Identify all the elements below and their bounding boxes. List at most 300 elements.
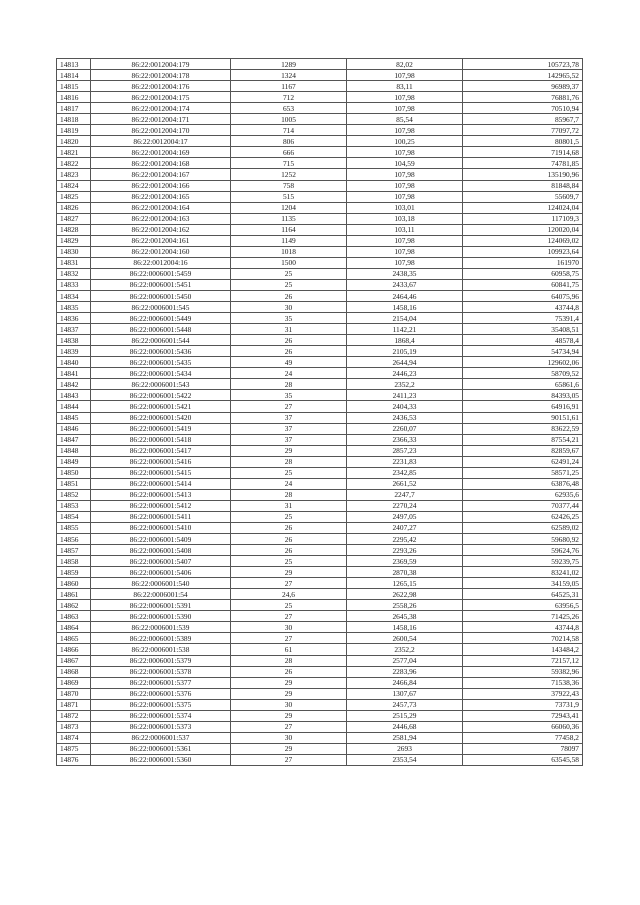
table-row — [57, 224, 583, 235]
cadastral-number-cell: 86:22:0006001:539 — [91, 622, 231, 633]
row-number-cell: 14839 — [57, 346, 91, 357]
table-row — [57, 600, 583, 611]
specific-value-cell: 107,98 — [347, 169, 463, 180]
table-row — [57, 434, 583, 445]
table-row — [57, 81, 583, 92]
area-cell: 515 — [231, 191, 347, 202]
cadastral-value-cell: 75391,4 — [463, 313, 583, 324]
table-row — [57, 699, 583, 710]
table-row — [57, 324, 583, 335]
specific-value-cell: 100,25 — [347, 136, 463, 147]
area-cell: 61 — [231, 644, 347, 655]
specific-value-cell: 2352,2 — [347, 379, 463, 390]
row-number-cell: 14855 — [57, 522, 91, 533]
cadastral-number-cell: 86:22:0006001:5377 — [91, 677, 231, 688]
cadastral-number-cell: 86:22:0012004:17 — [91, 136, 231, 147]
cadastral-value-cell: 63545,58 — [463, 754, 583, 765]
row-number-cell: 14876 — [57, 754, 91, 765]
specific-value-cell: 107,98 — [347, 257, 463, 268]
cadastral-number-cell: 86:22:0006001:5451 — [91, 279, 231, 290]
area-cell: 28 — [231, 379, 347, 390]
specific-value-cell: 107,98 — [347, 92, 463, 103]
row-number-cell: 14847 — [57, 434, 91, 445]
row-number-cell: 14868 — [57, 666, 91, 677]
specific-value-cell: 2622,98 — [347, 589, 463, 600]
table-row — [57, 456, 583, 467]
cadastral-number-cell: 86:22:0006001:5410 — [91, 522, 231, 533]
cadastral-number-cell: 86:22:0012004:162 — [91, 224, 231, 235]
table-row — [57, 500, 583, 511]
cadastral-number-cell: 86:22:0006001:5378 — [91, 666, 231, 677]
cadastral-value-cell: 65861,6 — [463, 379, 583, 390]
cadastral-number-cell: 86:22:0012004:167 — [91, 169, 231, 180]
table-row — [57, 622, 583, 633]
table-row — [57, 368, 583, 379]
specific-value-cell: 104,59 — [347, 158, 463, 169]
row-number-cell: 14828 — [57, 224, 91, 235]
row-number-cell: 14862 — [57, 600, 91, 611]
cadastral-number-cell: 86:22:0006001:5448 — [91, 324, 231, 335]
cadastral-number-cell: 86:22:0012004:160 — [91, 246, 231, 257]
cadastral-number-cell: 86:22:0012004:169 — [91, 147, 231, 158]
table-row — [57, 401, 583, 412]
table-row — [57, 169, 583, 180]
table-row — [57, 213, 583, 224]
row-number-cell: 14841 — [57, 368, 91, 379]
cadastral-number-cell: 86:22:0006001:5415 — [91, 467, 231, 478]
table-row — [57, 522, 583, 533]
specific-value-cell: 2353,54 — [347, 754, 463, 765]
cadastral-value-cell: 58709,52 — [463, 368, 583, 379]
table-row — [57, 114, 583, 125]
specific-value-cell: 2366,33 — [347, 434, 463, 445]
cadastral-number-cell: 86:22:0006001:5376 — [91, 688, 231, 699]
area-cell: 27 — [231, 633, 347, 644]
specific-value-cell: 2446,23 — [347, 368, 463, 379]
table-row — [57, 235, 583, 246]
row-number-cell: 14844 — [57, 401, 91, 412]
cadastral-number-cell: 86:22:0012004:163 — [91, 213, 231, 224]
area-cell: 27 — [231, 754, 347, 765]
row-number-cell: 14836 — [57, 313, 91, 324]
cadastral-value-cell: 58571,25 — [463, 467, 583, 478]
cadastral-number-cell: 86:22:0006001:5409 — [91, 534, 231, 545]
table-row — [57, 147, 583, 158]
cadastral-value-cell: 72157,12 — [463, 655, 583, 666]
table-row — [57, 578, 583, 589]
cadastral-value-cell: 80801,5 — [463, 136, 583, 147]
specific-value-cell: 2231,83 — [347, 456, 463, 467]
cadastral-value-cell: 64525,31 — [463, 589, 583, 600]
table-row — [57, 379, 583, 390]
table-row — [57, 677, 583, 688]
row-number-cell: 14835 — [57, 302, 91, 313]
specific-value-cell: 2857,23 — [347, 445, 463, 456]
row-number-cell: 14858 — [57, 556, 91, 567]
table-row — [57, 136, 583, 147]
table-row — [57, 666, 583, 677]
table-row — [57, 412, 583, 423]
row-number-cell: 14814 — [57, 70, 91, 81]
cadastral-value-cell: 64916,91 — [463, 401, 583, 412]
table-row — [57, 290, 583, 301]
table-row — [57, 467, 583, 478]
row-number-cell: 14872 — [57, 710, 91, 721]
cadastral-number-cell: 86:22:0006001:5408 — [91, 545, 231, 556]
row-number-cell: 14859 — [57, 567, 91, 578]
table-row — [57, 302, 583, 313]
table-row — [57, 589, 583, 600]
area-cell: 712 — [231, 92, 347, 103]
cadastral-number-cell: 86:22:0012004:174 — [91, 103, 231, 114]
area-cell: 1135 — [231, 213, 347, 224]
area-cell: 37 — [231, 434, 347, 445]
area-cell: 758 — [231, 180, 347, 191]
specific-value-cell: 2342,85 — [347, 467, 463, 478]
specific-value-cell: 1868,4 — [347, 335, 463, 346]
area-cell: 26 — [231, 534, 347, 545]
cadastral-number-cell: 86:22:0006001:5407 — [91, 556, 231, 567]
area-cell: 25 — [231, 600, 347, 611]
specific-value-cell: 2661,52 — [347, 478, 463, 489]
cadastral-value-cell: 72943,41 — [463, 710, 583, 721]
cadastral-number-cell: 86:22:0006001:5411 — [91, 511, 231, 522]
specific-value-cell: 2446,68 — [347, 721, 463, 732]
specific-value-cell: 103,18 — [347, 213, 463, 224]
row-number-cell: 14830 — [57, 246, 91, 257]
table-row — [57, 567, 583, 578]
specific-value-cell: 2293,26 — [347, 545, 463, 556]
cadastral-value-cell: 59382,96 — [463, 666, 583, 677]
area-cell: 35 — [231, 390, 347, 401]
cadastral-value-cell: 83241,02 — [463, 567, 583, 578]
area-cell: 29 — [231, 710, 347, 721]
area-cell: 1252 — [231, 169, 347, 180]
area-cell: 653 — [231, 103, 347, 114]
table-row — [57, 534, 583, 545]
row-number-cell: 14818 — [57, 114, 91, 125]
table-row — [57, 611, 583, 622]
cadastral-value-cell: 135190,96 — [463, 169, 583, 180]
cadastral-number-cell: 86:22:0006001:5360 — [91, 754, 231, 765]
specific-value-cell: 107,98 — [347, 235, 463, 246]
row-number-cell: 14816 — [57, 92, 91, 103]
area-cell: 29 — [231, 445, 347, 456]
specific-value-cell: 107,98 — [347, 180, 463, 191]
cadastral-number-cell: 86:22:0006001:5391 — [91, 600, 231, 611]
cadastral-number-cell: 86:22:0006001:540 — [91, 578, 231, 589]
specific-value-cell: 2352,2 — [347, 644, 463, 655]
area-cell: 31 — [231, 324, 347, 335]
area-cell: 35 — [231, 313, 347, 324]
specific-value-cell: 2260,07 — [347, 423, 463, 434]
cadastral-number-cell: 86:22:0006001:544 — [91, 335, 231, 346]
specific-value-cell: 2464,46 — [347, 290, 463, 301]
table-row — [57, 279, 583, 290]
table-row — [57, 489, 583, 500]
row-number-cell: 14863 — [57, 611, 91, 622]
area-cell: 29 — [231, 677, 347, 688]
specific-value-cell: 2283,96 — [347, 666, 463, 677]
cadastral-number-cell: 86:22:0006001:5417 — [91, 445, 231, 456]
cadastral-value-cell: 124069,02 — [463, 235, 583, 246]
cadastral-number-cell: 86:22:0006001:54 — [91, 589, 231, 600]
row-number-cell: 14846 — [57, 423, 91, 434]
cadastral-value-table — [56, 58, 583, 766]
row-number-cell: 14822 — [57, 158, 91, 169]
specific-value-cell: 2411,23 — [347, 390, 463, 401]
cadastral-value-cell: 78097 — [463, 743, 583, 754]
row-number-cell: 14838 — [57, 335, 91, 346]
specific-value-cell: 2645,38 — [347, 611, 463, 622]
row-number-cell: 14845 — [57, 412, 91, 423]
cadastral-value-cell: 63956,5 — [463, 600, 583, 611]
specific-value-cell: 2407,27 — [347, 522, 463, 533]
cadastral-value-cell: 84393,05 — [463, 390, 583, 401]
cadastral-value-cell: 117109,3 — [463, 213, 583, 224]
row-number-cell: 14852 — [57, 489, 91, 500]
cadastral-number-cell: 86:22:0012004:168 — [91, 158, 231, 169]
table-row — [57, 125, 583, 136]
cadastral-value-cell: 62935,6 — [463, 489, 583, 500]
cadastral-value-cell: 105723,78 — [463, 59, 583, 70]
specific-value-cell: 2369,59 — [347, 556, 463, 567]
cadastral-number-cell: 86:22:0006001:5379 — [91, 655, 231, 666]
cadastral-number-cell: 86:22:0012004:170 — [91, 125, 231, 136]
specific-value-cell: 2497,05 — [347, 511, 463, 522]
cadastral-value-cell: 82859,67 — [463, 445, 583, 456]
area-cell: 30 — [231, 732, 347, 743]
cadastral-value-cell: 62491,24 — [463, 456, 583, 467]
area-cell: 30 — [231, 302, 347, 313]
specific-value-cell: 2600,54 — [347, 633, 463, 644]
area-cell: 27 — [231, 721, 347, 732]
area-cell: 27 — [231, 401, 347, 412]
cadastral-number-cell: 86:22:0006001:5436 — [91, 346, 231, 357]
area-cell: 28 — [231, 489, 347, 500]
cadastral-value-cell: 60841,75 — [463, 279, 583, 290]
cadastral-value-cell: 55609,7 — [463, 191, 583, 202]
specific-value-cell: 2515,29 — [347, 710, 463, 721]
cadastral-value-cell: 90151,61 — [463, 412, 583, 423]
specific-value-cell: 1458,16 — [347, 302, 463, 313]
cadastral-number-cell: 86:22:0012004:165 — [91, 191, 231, 202]
area-cell: 24 — [231, 368, 347, 379]
cadastral-value-cell: 96989,37 — [463, 81, 583, 92]
cadastral-value-cell: 34159,05 — [463, 578, 583, 589]
area-cell: 26 — [231, 335, 347, 346]
area-cell: 1324 — [231, 70, 347, 81]
row-number-cell: 14850 — [57, 467, 91, 478]
cadastral-value-cell: 120020,04 — [463, 224, 583, 235]
cadastral-number-cell: 86:22:0006001:5390 — [91, 611, 231, 622]
row-number-cell: 14827 — [57, 213, 91, 224]
specific-value-cell: 2870,38 — [347, 567, 463, 578]
area-cell: 27 — [231, 578, 347, 589]
area-cell: 806 — [231, 136, 347, 147]
table-row — [57, 257, 583, 268]
area-cell: 31 — [231, 500, 347, 511]
table-row — [57, 754, 583, 765]
table-row — [57, 70, 583, 81]
cadastral-value-cell: 73731,9 — [463, 699, 583, 710]
cadastral-number-cell: 86:22:0006001:5421 — [91, 401, 231, 412]
table-row — [57, 246, 583, 257]
table-row — [57, 644, 583, 655]
cadastral-number-cell: 86:22:0006001:5414 — [91, 478, 231, 489]
specific-value-cell: 2270,24 — [347, 500, 463, 511]
table-row — [57, 59, 583, 70]
row-number-cell: 14871 — [57, 699, 91, 710]
cadastral-number-cell: 86:22:0006001:5422 — [91, 390, 231, 401]
area-cell: 26 — [231, 346, 347, 357]
cadastral-number-cell: 86:22:0006001:5418 — [91, 434, 231, 445]
cadastral-number-cell: 86:22:0006001:5361 — [91, 743, 231, 754]
row-number-cell: 14829 — [57, 235, 91, 246]
cadastral-number-cell: 86:22:0006001:5373 — [91, 721, 231, 732]
row-number-cell: 14860 — [57, 578, 91, 589]
area-cell: 24 — [231, 478, 347, 489]
table-row — [57, 710, 583, 721]
cadastral-number-cell: 86:22:0006001:5449 — [91, 313, 231, 324]
table-row — [57, 445, 583, 456]
specific-value-cell: 85,54 — [347, 114, 463, 125]
cadastral-number-cell: 86:22:0006001:538 — [91, 644, 231, 655]
cadastral-value-cell: 71538,36 — [463, 677, 583, 688]
cadastral-value-cell: 71425,26 — [463, 611, 583, 622]
cadastral-value-cell: 59680,92 — [463, 534, 583, 545]
row-number-cell: 14857 — [57, 545, 91, 556]
area-cell: 1005 — [231, 114, 347, 125]
row-number-cell: 14815 — [57, 81, 91, 92]
row-number-cell: 14831 — [57, 257, 91, 268]
cadastral-value-cell: 143484,2 — [463, 644, 583, 655]
cadastral-value-cell: 124024,04 — [463, 202, 583, 213]
area-cell: 25 — [231, 279, 347, 290]
row-number-cell: 14832 — [57, 268, 91, 279]
area-cell: 1289 — [231, 59, 347, 70]
table-row — [57, 92, 583, 103]
row-number-cell: 14840 — [57, 357, 91, 368]
row-number-cell: 14865 — [57, 633, 91, 644]
area-cell: 714 — [231, 125, 347, 136]
table-row — [57, 158, 583, 169]
table-body — [57, 59, 583, 766]
area-cell: 37 — [231, 412, 347, 423]
row-number-cell: 14821 — [57, 147, 91, 158]
area-cell: 27 — [231, 611, 347, 622]
table-row — [57, 202, 583, 213]
row-number-cell: 14824 — [57, 180, 91, 191]
area-cell: 30 — [231, 699, 347, 710]
table-row — [57, 721, 583, 732]
table-row — [57, 556, 583, 567]
area-cell: 666 — [231, 147, 347, 158]
specific-value-cell: 2247,7 — [347, 489, 463, 500]
cadastral-number-cell: 86:22:0006001:5412 — [91, 500, 231, 511]
row-number-cell: 14875 — [57, 743, 91, 754]
row-number-cell: 14866 — [57, 644, 91, 655]
area-cell: 1018 — [231, 246, 347, 257]
cadastral-number-cell: 86:22:0012004:161 — [91, 235, 231, 246]
row-number-cell: 14848 — [57, 445, 91, 456]
area-cell: 25 — [231, 556, 347, 567]
cadastral-number-cell: 86:22:0012004:171 — [91, 114, 231, 125]
cadastral-value-cell: 109923,64 — [463, 246, 583, 257]
cadastral-number-cell: 86:22:0006001:5459 — [91, 268, 231, 279]
area-cell: 25 — [231, 511, 347, 522]
specific-value-cell: 107,98 — [347, 191, 463, 202]
specific-value-cell: 107,98 — [347, 246, 463, 257]
area-cell: 26 — [231, 290, 347, 301]
cadastral-value-cell: 74781,85 — [463, 158, 583, 169]
area-cell: 28 — [231, 655, 347, 666]
area-cell: 29 — [231, 567, 347, 578]
cadastral-value-cell: 77097,72 — [463, 125, 583, 136]
specific-value-cell: 103,01 — [347, 202, 463, 213]
specific-value-cell: 2581,94 — [347, 732, 463, 743]
row-number-cell: 14837 — [57, 324, 91, 335]
area-cell: 28 — [231, 456, 347, 467]
specific-value-cell: 107,98 — [347, 125, 463, 136]
specific-value-cell: 2154,04 — [347, 313, 463, 324]
table-row — [57, 743, 583, 754]
cadastral-number-cell: 86:22:0006001:5389 — [91, 633, 231, 644]
cadastral-value-cell: 85967,7 — [463, 114, 583, 125]
table-row — [57, 180, 583, 191]
row-number-cell: 14874 — [57, 732, 91, 743]
row-number-cell: 14853 — [57, 500, 91, 511]
area-cell: 24,6 — [231, 589, 347, 600]
specific-value-cell: 2438,35 — [347, 268, 463, 279]
row-number-cell: 14820 — [57, 136, 91, 147]
cadastral-number-cell: 86:22:0006001:5416 — [91, 456, 231, 467]
cadastral-value-cell: 70377,44 — [463, 500, 583, 511]
cadastral-value-cell: 87554,21 — [463, 434, 583, 445]
cadastral-number-cell: 86:22:0012004:179 — [91, 59, 231, 70]
row-number-cell: 14826 — [57, 202, 91, 213]
cadastral-value-cell: 59624,76 — [463, 545, 583, 556]
cadastral-value-cell: 59239,75 — [463, 556, 583, 567]
cadastral-number-cell: 86:22:0006001:5375 — [91, 699, 231, 710]
row-number-cell: 14861 — [57, 589, 91, 600]
cadastral-value-cell: 64075,96 — [463, 290, 583, 301]
specific-value-cell: 1307,67 — [347, 688, 463, 699]
specific-value-cell: 2105,19 — [347, 346, 463, 357]
area-cell: 1149 — [231, 235, 347, 246]
row-number-cell: 14823 — [57, 169, 91, 180]
cadastral-number-cell: 86:22:0012004:166 — [91, 180, 231, 191]
cadastral-value-cell: 62589,02 — [463, 522, 583, 533]
area-cell: 715 — [231, 158, 347, 169]
specific-value-cell: 1265,15 — [347, 578, 463, 589]
table-row — [57, 313, 583, 324]
specific-value-cell: 1142,21 — [347, 324, 463, 335]
row-number-cell: 14873 — [57, 721, 91, 732]
table-row — [57, 633, 583, 644]
cadastral-value-cell: 83622,59 — [463, 423, 583, 434]
row-number-cell: 14864 — [57, 622, 91, 633]
specific-value-cell: 2693 — [347, 743, 463, 754]
cadastral-value-cell: 77458,2 — [463, 732, 583, 743]
cadastral-number-cell: 86:22:0006001:5450 — [91, 290, 231, 301]
specific-value-cell: 2404,33 — [347, 401, 463, 412]
cadastral-number-cell: 86:22:0006001:5406 — [91, 567, 231, 578]
cadastral-value-cell: 43744,8 — [463, 622, 583, 633]
specific-value-cell: 2577,04 — [347, 655, 463, 666]
specific-value-cell: 2558,26 — [347, 600, 463, 611]
row-number-cell: 14833 — [57, 279, 91, 290]
